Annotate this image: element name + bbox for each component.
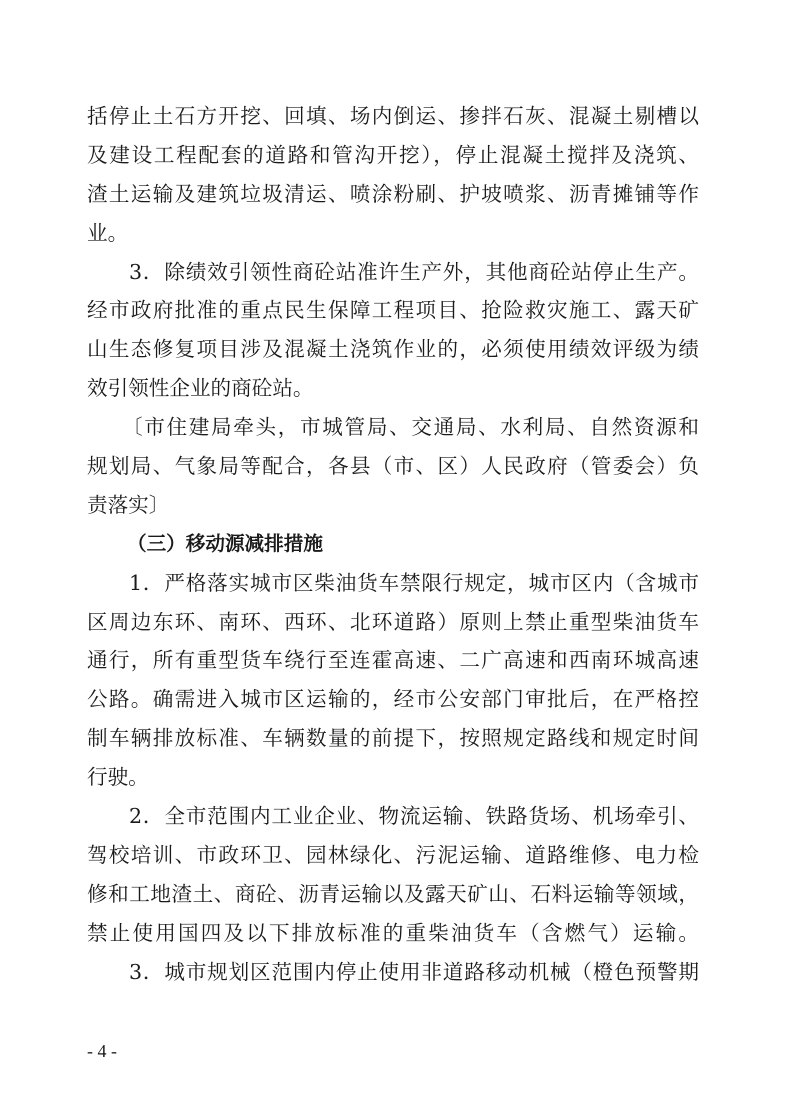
text-line: 2．全市范围内工业企业、物流运输、铁路货场、机场牵引、 [129,804,699,829]
text-line: 山生态修复项目涉及混凝土浇筑作业的，必须使用绩效评级为绩 [87,337,699,362]
text-line: 3．城市规划区范围内停止使用非道路移动机械（橙色预警期 [129,959,699,984]
text-line: 业。 [87,220,129,245]
text-line: 禁止使用国四及以下排放标准的重柴油货车（含燃气）运输。 [87,920,699,945]
text-line: 效引领性企业的商砼站。 [87,376,314,401]
text-line: 1．严格落实城市区柴油货车禁限行规定，城市区内（含城市 [129,570,699,595]
text-line: 渣土运输及建筑垃圾清运、喷涂粉刷、护坡喷浆、沥青摊铺等作 [87,181,699,206]
section-heading: （三）移动源减排措施 [127,531,323,555]
text-line: 修和工地渣土、商砼、沥青运输以及露天矿山、石料运输等领域， [87,881,699,906]
text-line: 公路。确需进入城市区运输的，经市公安部门审批后，在严格控 [87,687,699,712]
text-line: 制车辆排放标准、车辆数量的前提下，按照规定路线和规定时间 [87,726,699,751]
document-body [87,97,699,991]
text-line: 及建设工程配套的道路和管沟开挖），停止混凝土搅拌及浇筑、 [87,142,699,167]
text-line: 责落实〕 [87,492,170,517]
text-line: 规划局、气象局等配合，各县（市、区）人民政府（管委会）负 [87,454,699,479]
text-line: 〔市住建局牵头，市城管局、交通局、水利局、自然资源和 [122,415,699,440]
text-line: 通行，所有重型货车绕行至连霍高速、二广高速和西南环城高速 [87,648,699,673]
page-number: - 4 - [87,1041,117,1061]
text-line: 驾校培训、市政环卫、园林绿化、污泥运输、道路维修、电力检 [87,842,699,867]
text-line: 行驶。 [87,765,149,790]
text-line: 经市政府批准的重点民生保障工程项目、抢险救灾施工、露天矿 [87,298,699,323]
text-line: 括停止土石方开挖、回填、场内倒运、掺拌石灰、混凝土剔槽以 [87,104,699,128]
text-line: 区周边东环、南环、西环、北环道路）原则上禁止重型柴油货车 [87,609,699,634]
text-line: 3．除绩效引领性商砼站准许生产外，其他商砼站停止生产。 [129,259,699,284]
